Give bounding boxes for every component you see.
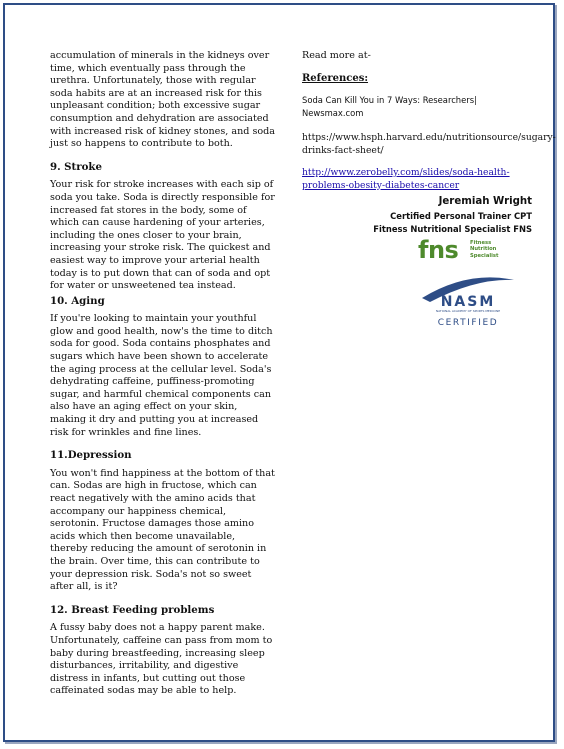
left-column — [50, 50, 275, 708]
references-heading: References: — [302, 73, 369, 84]
reference-newsmax: Soda Can Kill You in 7 Ways: Researchers| Newsmax.com — [302, 95, 477, 118]
section-body-stroke: Your risk for stroke increases with each sip of soda you take. Soda is directly responsible for increased fat stores in the body, some of which can cause hardening of your arteries, including the ones closer to your brain, increasing your stroke risk. The quickest and easiest way to improve your arterial health today is to put down that can of soda and opt for water or unsweetened tea instead. — [50, 179, 275, 292]
section-heading-depression: 11.Depression — [50, 449, 132, 462]
fns-logo-text: fns — [418, 236, 459, 264]
reference-zerobelly-link[interactable]: http://www.zerobelly.com/slides/soda-health-problems-obesity-diabetes-cancer — [302, 167, 510, 191]
section-body-depression: You won't find happiness at the bottom of that can. Sodas are high in fructose, which can react negatively with the amino acids that accompany our happiness chemical, serotonin. Fructose damages those amino acids which then become unavailable, thereby reducing the amount of serotonin in the brain. Over time, this can contribute to your depression risk. Soda's not so sweet after all, is it? — [50, 467, 275, 593]
intro-paragraph: accumulation of minerals in the kidneys over time, which eventually pass through the urethra. Unfortunately, those with regular soda habits are at an increased risk for this unpleasant condition; both excessive sugar consumption and dehydration are associated with increased risk of kidney stones, and soda just so happens to contribute to both. — [50, 50, 276, 150]
section-body-aging: If you're looking to maintain your youthful glow and good health, now's the time to ditch soda for good. Soda contains phosphates and sugars which have been shown to accelerate the aging process at the cellular level. Soda's dehydrating caffeine, puffiness-promoting sugar, and harmful chemical components can also have an aging effect on your skin, making it dry and putting you at increased risk for wrinkles and fine lines. — [50, 313, 273, 438]
author-title-cpt: Certified Personal Trainer CPT — [390, 211, 532, 221]
fns-logo-subtitle: Fitness Nutrition Specialist — [470, 240, 499, 259]
section-heading-breast-feeding: 12. Breast Feeding problems — [50, 603, 215, 616]
author-name: Jeremiah Wright — [438, 196, 532, 207]
author-signature — [302, 196, 532, 234]
nasm-logo-text: NASM — [440, 294, 496, 310]
read-more-label: Read more at- — [302, 50, 371, 61]
reference-harvard: https://www.hsph.harvard.edu/nutritionsource/sugary-drinks-fact-sheet/ — [302, 132, 556, 156]
author-title-fns: Fitness Nutritional Specialist FNS — [373, 224, 532, 234]
nasm-tagline: NATIONAL ACADEMY OF SPORTS MEDICINE — [435, 309, 501, 313]
section-body-breast-feeding: A fussy baby does not a happy parent make. Unfortunately, caffeine can pass from mom to baby during breastfeeding, increasing sleep disturbances, irritability, and digestive distress in infants, but cutting out those caffeinated sodas may be able to help. — [50, 622, 273, 697]
right-column — [302, 50, 556, 237]
fns-logo — [418, 236, 508, 266]
section-heading-aging: 10. Aging — [50, 294, 105, 307]
nasm-logo — [416, 276, 520, 332]
nasm-certified-text: CERTIFIED — [437, 318, 499, 328]
section-heading-stroke: 9. Stroke — [50, 160, 102, 173]
